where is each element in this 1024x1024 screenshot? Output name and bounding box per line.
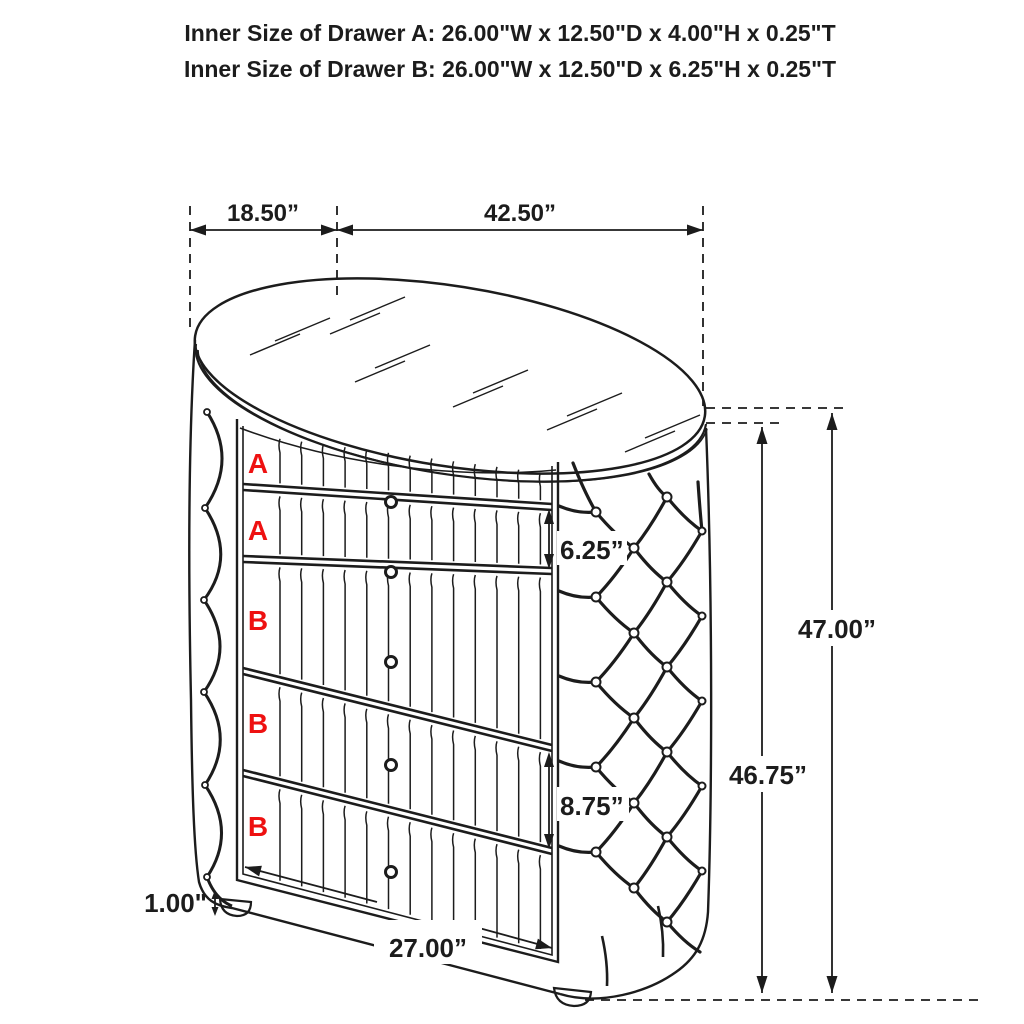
tufting-seam — [596, 852, 634, 888]
channel-line — [539, 473, 540, 501]
dim-front-width-label: 27.00” — [388, 933, 468, 963]
channel-line — [496, 844, 497, 938]
channel-line — [344, 501, 345, 557]
tufting-seam — [634, 837, 667, 888]
drawer-a-dimension — [544, 509, 627, 569]
drawer-divider — [243, 556, 552, 568]
tufting-button — [699, 528, 706, 535]
channel-line — [409, 505, 410, 560]
channel-line — [344, 806, 345, 898]
channel-line — [539, 855, 540, 949]
front-face — [237, 419, 558, 962]
channel-line — [366, 811, 367, 903]
tufting-button — [592, 763, 601, 772]
drawer-label-2: A — [247, 515, 269, 546]
top-width-dimensions — [190, 200, 703, 406]
channel-line — [322, 800, 323, 892]
channel-line — [279, 567, 280, 674]
tufting-button — [663, 748, 672, 757]
tufting-seam — [596, 718, 634, 767]
drawer-divider — [243, 674, 552, 751]
tufting-button — [663, 918, 672, 927]
tufting-seam — [667, 701, 702, 752]
channel-line — [322, 569, 323, 685]
tufting-seam — [634, 667, 667, 718]
channel-line — [301, 795, 302, 887]
channel-line — [496, 741, 497, 831]
tufting-seam — [634, 497, 667, 548]
drawer-knob — [386, 567, 397, 578]
tufting-seam — [667, 531, 702, 582]
tufting-button — [663, 663, 672, 672]
header-line-2: Inner Size of Drawer B: 26.00"W x 12.50"D x 6.25"H x 0.25"T — [183, 56, 837, 82]
drawer-knob — [386, 760, 397, 771]
tufting-seam — [667, 667, 702, 701]
tufting-seam — [667, 837, 702, 871]
tufting-seam — [634, 888, 667, 922]
oval-rim-line-1 — [196, 344, 706, 482]
channel-line — [344, 703, 345, 792]
tufting-button — [630, 799, 639, 808]
front-frame-inner — [243, 426, 552, 955]
tufting-seam — [634, 548, 667, 582]
header-line-1: Inner Size of Drawer A: 26.00"W x 12.50"D x 4.00"H x 0.25"T — [184, 20, 836, 46]
dim-top-width-label: 42.50” — [483, 200, 557, 227]
channel-line — [453, 731, 454, 821]
tufting-seam — [634, 718, 667, 752]
tufting-button — [699, 783, 706, 790]
drawer-label-1: A — [247, 448, 269, 479]
tufting-seam — [596, 682, 634, 718]
channel-line — [366, 502, 367, 558]
tufting-seam — [667, 616, 702, 667]
tufting-seam — [667, 871, 702, 922]
drawer-knob — [386, 497, 397, 508]
tufting-seam — [667, 497, 702, 531]
channel-line — [453, 574, 454, 717]
channel-line — [366, 571, 367, 696]
channel-line — [518, 577, 519, 734]
glass-reflection-marks — [250, 297, 700, 452]
channel-line — [518, 850, 519, 944]
tufting-seam — [667, 922, 700, 952]
channel-line — [322, 444, 323, 486]
dim-overall-height-label: 47.00” — [797, 614, 877, 644]
channel-line — [344, 447, 345, 487]
tufting-button — [630, 629, 639, 638]
channel-line — [496, 576, 497, 728]
channel-line — [409, 822, 410, 915]
tufting-button — [699, 613, 706, 620]
tufting-seam — [634, 633, 667, 667]
tufting-seam — [559, 506, 596, 512]
tufting-seam — [667, 582, 702, 616]
tufting-button — [663, 493, 672, 502]
channel-line — [279, 687, 280, 776]
tufting-button — [630, 544, 639, 553]
tufting-seam — [634, 752, 667, 803]
channel-line — [409, 573, 410, 707]
drawer-divider — [243, 668, 552, 745]
drawer-knob — [386, 867, 397, 878]
tufting-button — [204, 874, 210, 880]
foot-height-dimension — [144, 888, 218, 918]
tufting-seam — [559, 761, 596, 767]
tufting-seam — [698, 482, 702, 531]
channel-line — [518, 512, 519, 564]
channel-line — [518, 747, 519, 837]
channel-line — [388, 503, 389, 558]
header — [184, 20, 836, 82]
dim-drawer-a-label: 6.25” — [560, 535, 624, 565]
channel-line — [322, 499, 323, 556]
channel-line — [496, 510, 497, 563]
dim-top-depth-label: 18.50” — [226, 200, 300, 227]
channel-line — [279, 439, 280, 484]
channel-line — [453, 508, 454, 562]
tufting-seam — [559, 676, 596, 682]
channel-line — [431, 828, 432, 921]
channel-line — [474, 839, 475, 932]
tufting-seam — [559, 591, 596, 597]
channel-line — [344, 570, 345, 690]
tufting-seam — [667, 752, 702, 786]
left-scallop-seam — [204, 412, 232, 906]
channel-line — [388, 453, 389, 491]
chest-drawing — [181, 247, 719, 1006]
dim-body-height-label: 46.75” — [728, 760, 808, 790]
left-side-tufting — [201, 409, 232, 906]
channel-line — [409, 720, 410, 810]
tufting-button — [204, 409, 210, 415]
channel-line — [301, 498, 302, 556]
tufting-button — [630, 884, 639, 893]
drawer-label-3: B — [247, 605, 269, 636]
channel-line — [474, 509, 475, 562]
tufting-seam — [596, 633, 634, 682]
tufting-button — [663, 578, 672, 587]
bottom-fold-lines — [602, 906, 663, 986]
channel-line — [431, 506, 432, 560]
channel-line — [539, 578, 540, 740]
channel-line — [388, 572, 389, 702]
tufting-button — [202, 505, 208, 511]
channel-line — [301, 568, 302, 679]
channel-line — [431, 725, 432, 815]
channel-line — [279, 789, 280, 880]
tufting-button — [699, 868, 706, 875]
tufting-button — [592, 508, 601, 517]
channel-line — [474, 575, 475, 723]
tufting-seam — [634, 582, 667, 633]
tufting-seam — [667, 786, 702, 837]
tufting-button — [201, 689, 207, 695]
tufting-button — [630, 714, 639, 723]
tufting-seam — [634, 803, 667, 837]
tufting-button — [592, 848, 601, 857]
oval-rim-line-2 — [198, 350, 707, 482]
drawer-divider-lines — [243, 484, 552, 854]
tufting-seam — [559, 846, 596, 852]
drawer-label-4: B — [247, 708, 269, 739]
channel-line — [301, 693, 302, 782]
channel-line — [518, 470, 519, 499]
channel-line — [453, 833, 454, 926]
drawer-divider — [243, 770, 552, 848]
drawer-divider — [243, 776, 552, 854]
tufting-button — [663, 833, 672, 842]
tufting-seam — [596, 597, 634, 633]
body-left-and-bottom-edge — [189, 340, 560, 994]
tufting-button — [699, 698, 706, 705]
channel-line — [539, 513, 540, 564]
drawer-label-5: B — [247, 811, 269, 842]
tufting-button — [592, 678, 601, 687]
tufting-button — [202, 782, 208, 788]
channel-line — [388, 817, 389, 909]
tufting-button — [592, 593, 601, 602]
tufting-button — [201, 597, 207, 603]
channel-line — [474, 736, 475, 826]
channel-line — [366, 709, 367, 799]
dim-foot-height-label: 1.00" — [144, 888, 207, 918]
drawer-knob — [386, 657, 397, 668]
dim-drawer-b-label: 8.75” — [560, 791, 624, 821]
channel-line — [539, 752, 540, 842]
channel-line — [279, 496, 280, 554]
channel-line — [431, 573, 432, 712]
channel-line — [366, 450, 367, 489]
channel-line — [322, 698, 323, 787]
front-frame-top-edge — [240, 428, 556, 473]
